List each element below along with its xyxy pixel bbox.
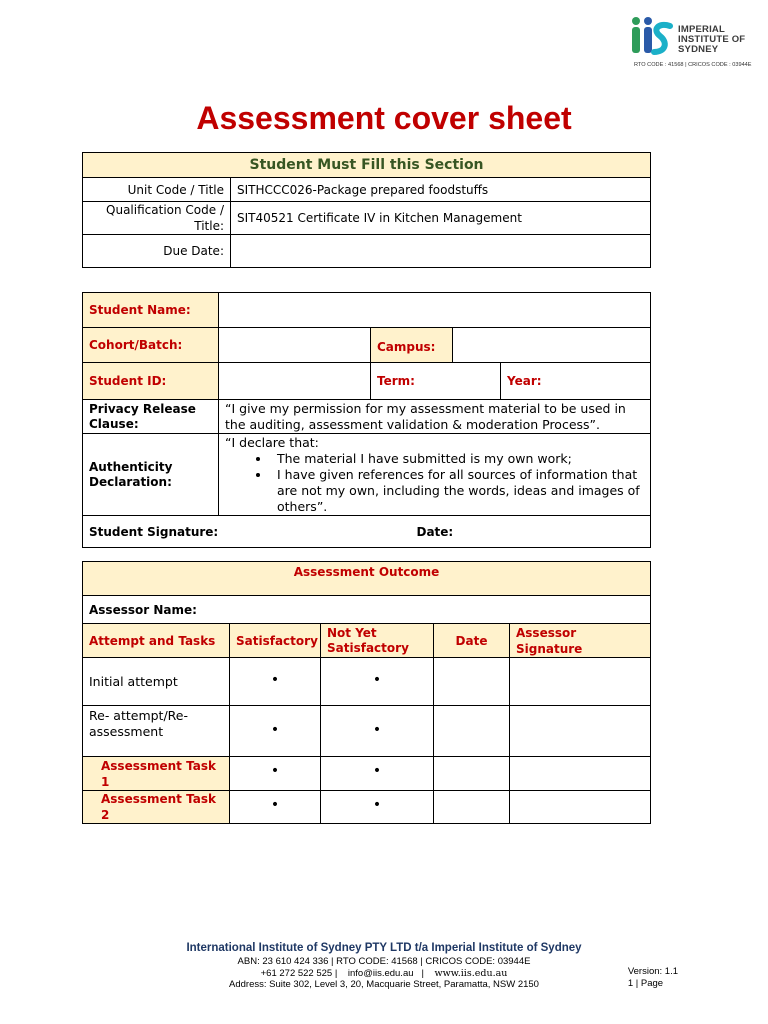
due-date-field[interactable] xyxy=(231,235,651,268)
privacy-label: Privacy Release Clause: xyxy=(83,400,219,434)
footer-registration: ABN: 23 610 424 336 | RTO CODE: 41568 | CRICOS CODE: 03944E xyxy=(237,956,531,967)
satisfactory-bullet[interactable]: • xyxy=(230,757,321,791)
assessor-signature-cell[interactable] xyxy=(510,706,651,757)
logo-codes: RTO CODE : 41568 | CRICOS CODE : 03944E xyxy=(634,62,752,68)
declaration-item: • The material I have submitted is my own work; xyxy=(271,451,644,467)
date-cell[interactable] xyxy=(434,757,510,791)
signature-date-label: Date: xyxy=(416,524,454,539)
student-id-label: Student ID: xyxy=(83,363,219,400)
version-block xyxy=(628,966,678,990)
row-label: Re- attempt/Re-assessment xyxy=(83,706,230,757)
signature-row[interactable] xyxy=(83,516,651,548)
year-label: Year: xyxy=(507,374,542,388)
privacy-text: “I give my permission for my assessment material to be used in the auditing, assessment validation & moderation Process”. xyxy=(219,400,651,434)
year-field[interactable] xyxy=(501,363,651,400)
student-id-field[interactable] xyxy=(219,363,371,400)
footer-sep: | xyxy=(421,967,424,979)
assessor-signature-cell[interactable] xyxy=(510,658,651,706)
unit-value[interactable]: SITHCCC026-Package prepared foodstuffs xyxy=(231,178,651,202)
satisfactory-bullet[interactable]: • xyxy=(230,658,321,706)
not-yet-satisfactory-bullet[interactable]: • xyxy=(321,757,434,791)
footer-company: International Institute of Sydney PTY LTD t/a Imperial Institute of Sydney xyxy=(186,942,582,954)
footer-address: Address: Suite 302, Level 3, 20, Macquarie Street, Paramatta, NSW 2150 xyxy=(229,979,539,990)
assessor-name-row[interactable] xyxy=(83,596,651,624)
campus-field[interactable] xyxy=(453,328,651,363)
assessor-name-label: Assessor Name: xyxy=(89,602,197,617)
footer-phone: +61 272 522 525 | xyxy=(260,967,338,979)
qualification-value[interactable]: SIT40521 Certificate IV in Kitchen Management xyxy=(231,202,651,235)
row-label: Initial attempt xyxy=(83,658,230,706)
table-row xyxy=(83,791,651,824)
declaration-item: • I have given references for all sources of information that are not my own, including the words, ideas and images of others”. xyxy=(271,467,644,515)
unit-label: Unit Code / Title xyxy=(83,178,231,202)
assessor-signature-cell[interactable] xyxy=(510,791,651,824)
date-cell[interactable] xyxy=(434,706,510,757)
declaration-list xyxy=(225,451,644,515)
date-cell[interactable] xyxy=(434,658,510,706)
logo-name: IMPERIAL INSTITUTE OF SYDNEY xyxy=(678,24,746,55)
col-attempt-tasks: Attempt and Tasks xyxy=(83,624,230,658)
term-label: Term: xyxy=(377,374,415,388)
assessment-outcome-table xyxy=(82,561,651,824)
page-title: Assessment cover sheet xyxy=(196,100,572,136)
page-number: 1 | Page xyxy=(627,978,664,989)
table-row xyxy=(83,706,651,757)
not-yet-satisfactory-bullet[interactable]: • xyxy=(321,791,434,824)
assessor-signature-cell[interactable] xyxy=(510,757,651,791)
col-satisfactory: Satisfactory xyxy=(230,624,321,658)
cohort-field[interactable] xyxy=(219,328,371,363)
term-field[interactable] xyxy=(371,363,501,400)
col-not-yet-satisfactory: Not Yet Satisfactory xyxy=(321,624,434,658)
iis-logo-icon xyxy=(630,16,674,58)
qualification-label: Qualification Code / Title: xyxy=(83,202,231,235)
due-date-label: Due Date: xyxy=(83,235,231,268)
student-name-label: Student Name: xyxy=(83,293,219,328)
version-label: Version: 1.1 xyxy=(627,966,678,977)
student-info-table xyxy=(82,292,651,548)
authenticity-intro: “I declare that: xyxy=(225,435,319,450)
satisfactory-bullet[interactable]: • xyxy=(230,706,321,757)
student-section-table xyxy=(82,152,651,268)
satisfactory-bullet[interactable]: • xyxy=(230,791,321,824)
student-name-field[interactable] xyxy=(219,293,651,328)
col-date: Date xyxy=(434,624,510,658)
footer-email[interactable]: info@iis.edu.au xyxy=(347,967,414,979)
footer-website[interactable]: www.iis.edu.au xyxy=(434,967,508,979)
table-row xyxy=(83,757,651,791)
table-row xyxy=(83,658,651,706)
authenticity-label: Authenticity Declaration: xyxy=(83,434,219,516)
authenticity-declaration xyxy=(219,434,651,516)
not-yet-satisfactory-bullet[interactable]: • xyxy=(321,658,434,706)
outcome-header: Assessment Outcome xyxy=(83,562,651,596)
signature-label: Student Signature: xyxy=(89,524,219,539)
cohort-label: Cohort/Batch: xyxy=(83,328,219,363)
institute-logo xyxy=(630,16,760,72)
row-label: Assessment Task 1 xyxy=(83,757,230,791)
date-cell[interactable] xyxy=(434,791,510,824)
row-label: Assessment Task 2 xyxy=(83,791,230,824)
col-assessor-signature: Assessor Signature xyxy=(510,624,651,658)
campus-label: Campus: xyxy=(371,328,453,363)
student-section-header: Student Must Fill this Section xyxy=(83,153,651,178)
not-yet-satisfactory-bullet[interactable]: • xyxy=(321,706,434,757)
